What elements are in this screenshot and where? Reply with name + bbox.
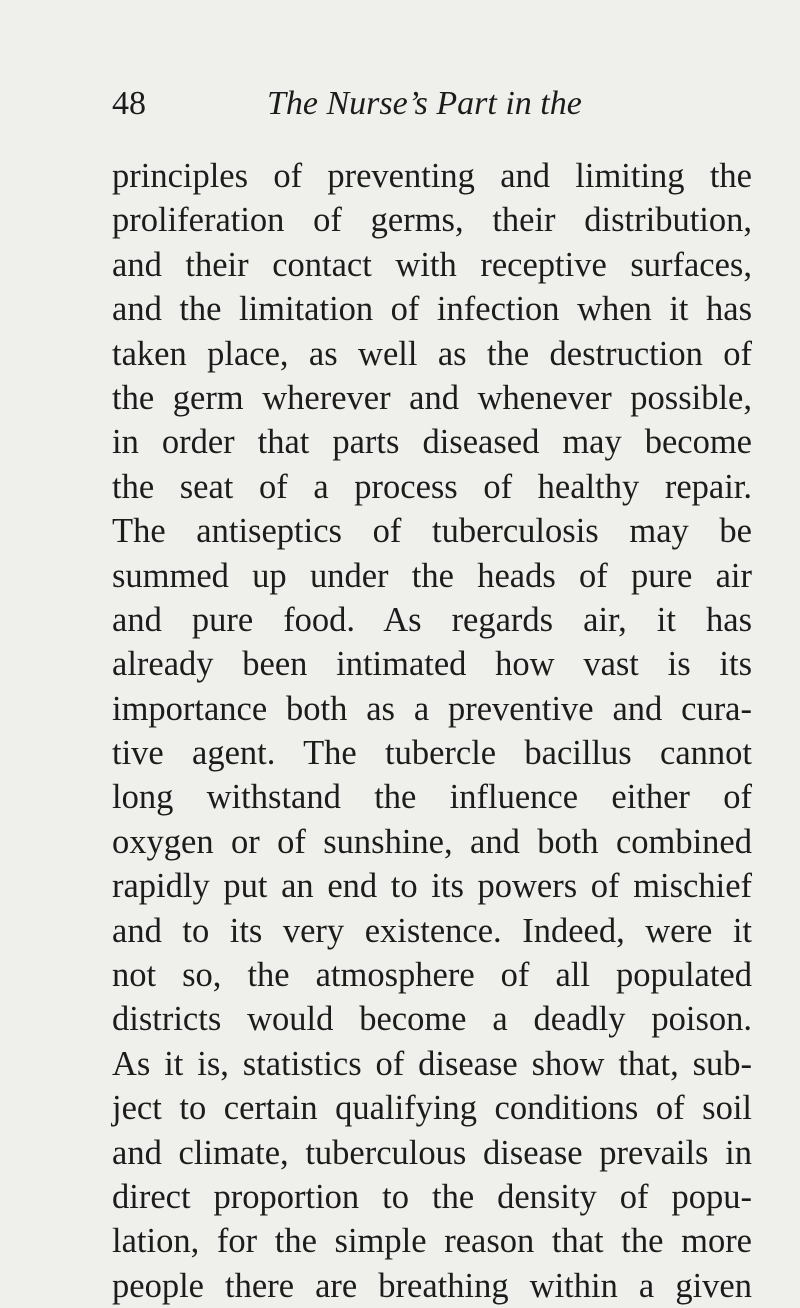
- text-line: direct proportion to the density of popu-: [112, 1177, 752, 1216]
- text-line: and pure food. As regards air, it has: [112, 600, 752, 639]
- text-line: long withstand the influence either of: [112, 778, 752, 817]
- running-head: [112, 82, 752, 126]
- text-line: oxygen or of sunshine, and both combined: [112, 822, 752, 861]
- text-line: and to its very existence. Indeed, were it: [112, 911, 752, 950]
- text-line: districts would become a deadly poison.: [112, 1000, 752, 1039]
- text-line: and the limitation of infection when it has: [112, 290, 752, 329]
- text-line: The antiseptics of tuberculosis may be: [112, 512, 752, 551]
- text-line: in order that parts diseased may become: [112, 423, 752, 462]
- page-number: 48: [112, 85, 146, 122]
- text-line: taken place, as well as the destruction of: [112, 334, 752, 373]
- text-line: summed up under the heads of pure air: [112, 556, 752, 595]
- text-line: already been intimated how vast is its: [112, 645, 752, 684]
- text-line: importance both as a preventive and cura-: [112, 689, 752, 728]
- body-text: [112, 154, 752, 1308]
- text-line: tive agent. The tubercle bacillus cannot: [112, 734, 752, 773]
- text-line: the seat of a process of healthy repair.: [112, 467, 752, 506]
- text-line: principles of preventing and limiting the: [112, 157, 752, 195]
- text-line: lation, for the simple reason that the more: [112, 1222, 752, 1261]
- text-line: ject to certain qualifying conditions of soil: [112, 1089, 752, 1128]
- text-line: proliferation of germs, their distribution,: [112, 201, 752, 240]
- running-head-title: The Nurse’s Part in the: [267, 85, 582, 122]
- text-line: rapidly put an end to its powers of mischief: [112, 867, 752, 906]
- text-line: and climate, tuberculous disease prevails in: [112, 1133, 752, 1172]
- text-line: the germ wherever and whenever possible,: [112, 378, 752, 417]
- text-line: and their contact with receptive surfaces,: [112, 245, 752, 284]
- text-line: people there are breathing within a given: [112, 1266, 752, 1305]
- text-line: not so, the atmosphere of all populated: [112, 956, 752, 995]
- text-line: As it is, statistics of disease show that, sub-: [112, 1044, 752, 1083]
